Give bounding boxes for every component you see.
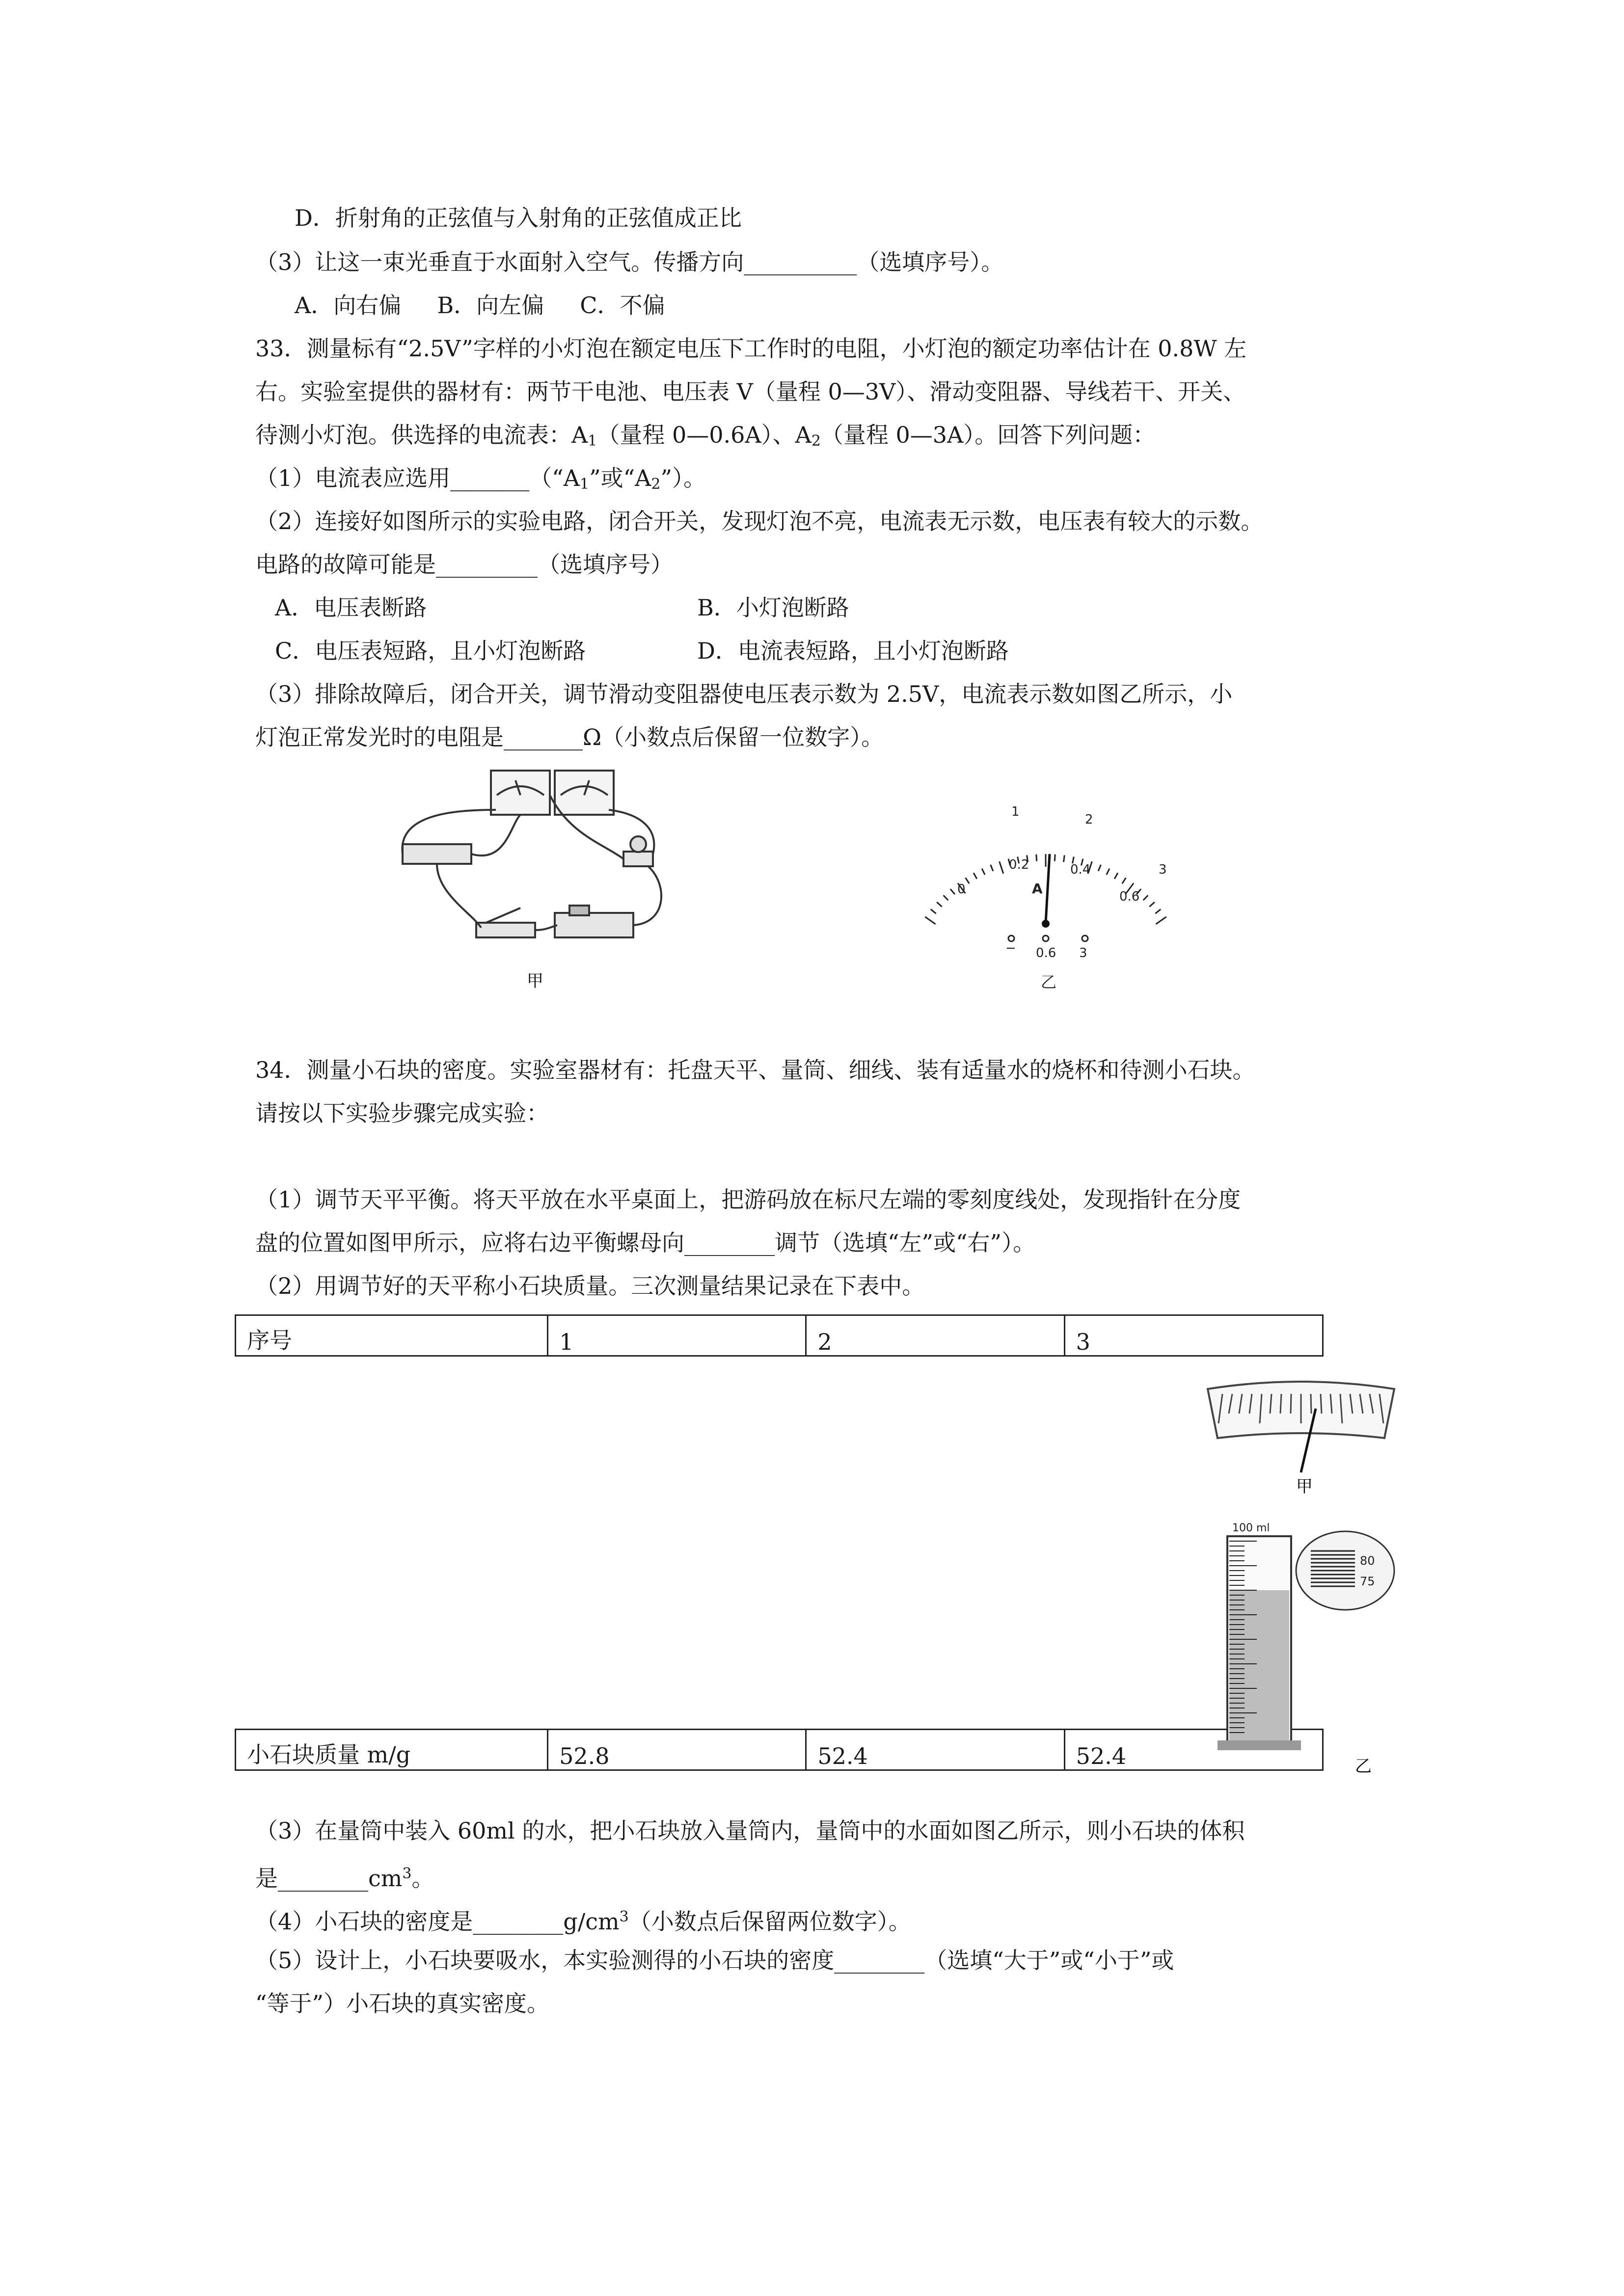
dial-tick — [1143, 895, 1148, 900]
table-cell: 52.8 — [548, 1730, 806, 1770]
balance-scale-figure — [1198, 1374, 1404, 1502]
q33-option-d: D．电流表短路，且小灯泡断路 — [697, 638, 1009, 664]
table-cell: 52.4 — [806, 1730, 1064, 1770]
dial-tick — [1155, 909, 1161, 914]
q34-part1-line1: （1）调节天平平衡。将天平放在水平桌面上，把游码放在标尺左端的零刻度线处，发现指针在分度 — [255, 1186, 1241, 1213]
balance-caption: 甲 — [1296, 1477, 1313, 1496]
table-cell: 序号 — [236, 1315, 548, 1356]
dial-tick — [1149, 902, 1154, 907]
balance-tick — [1280, 1394, 1281, 1414]
upper-tick-1: 1 — [1011, 804, 1020, 819]
table-header-row — [236, 1315, 1323, 1356]
dial-tick — [925, 917, 935, 924]
upper-tick-3: 3 — [1159, 862, 1167, 877]
q33-option-a: A．电压表断路 — [275, 594, 427, 621]
circuit-diagram — [393, 766, 697, 996]
lower-tick-0.6: 0.6 — [1119, 889, 1140, 904]
q34-part3-line1: （3）在量筒中装入 60ml 的水，把小石块放入量筒内，量筒中的水面如图乙所示，则小石块的体积 — [255, 1817, 1245, 1844]
dial-tick — [1064, 855, 1065, 862]
dial-tick — [1107, 869, 1110, 875]
terminal-0.6: 0.6 — [1036, 946, 1056, 961]
ammeter-caption: 乙 — [1041, 973, 1057, 991]
q34-part4: （4）小石块的密度是$\_\_\_\_\_\_\_\_g/cm^3$（小数点后保留两位数字）。 — [255, 1908, 911, 1935]
q33-option-c: C．电压表短路，且小灯泡断路 — [275, 638, 586, 664]
table-row — [236, 1730, 1323, 1770]
lower-tick-0.2: 0.2 — [1009, 857, 1029, 872]
dial-tick — [1036, 854, 1037, 861]
q34-part5-line1: （5）设计上，小石块要吸水，本实验测得的小石块的密度________（选填“大于”或“小于”或 — [255, 1947, 1174, 1974]
q32-part3-options: A．向右偏 B．向左偏 C．不偏 — [295, 292, 665, 319]
lower-tick-0: 0 — [957, 882, 966, 897]
q33-part3-line1: （3）排除故障后，闭合开关，调节滑动变阻器使电压表示数为 2.5V，电流表示数如图乙所示，小 — [255, 681, 1233, 707]
dial-tick — [1156, 917, 1166, 924]
dial-tick — [1122, 878, 1126, 883]
q33-part3-line2: 灯泡正常发光时的电阻是_______Ω（小数点后保留一位数字）。 — [255, 724, 884, 750]
cylinder-volume-label: 100 ml — [1232, 1522, 1270, 1534]
dial-tick — [950, 889, 955, 894]
dial-tick — [982, 869, 985, 875]
table-cell: 52.4 — [1064, 1730, 1323, 1770]
dial-tick — [937, 902, 942, 907]
dial-tick — [931, 909, 936, 914]
dial-tick — [966, 878, 970, 883]
ammeter-pivot — [1042, 920, 1050, 928]
q33-stem-line3: 待测小灯泡。供选择的电流表：$A_1$（量程 0—0.6A）、$A_2$（量程 0—3A）。回答下列问题： — [255, 422, 1156, 450]
q32-part3: （3）让这一束光垂直于水面射入空气。传播方向__________（选填序号）。 — [255, 249, 1004, 275]
q33-stem-line1: 33．测量标有“2.5V”字样的小灯泡在额定电压下工作时的电阻，小灯泡的额定功率估计在 0.8W 左 — [255, 335, 1247, 362]
dial-tick — [974, 873, 977, 879]
graduated-cylinder-figure — [1198, 1517, 1404, 1782]
zoom-mark-80: 80 — [1360, 1554, 1375, 1568]
balance-tick — [1321, 1394, 1322, 1414]
ammeter-dial — [923, 795, 1198, 1001]
ammeter-letter: A — [1032, 881, 1043, 897]
terminal-3: 3 — [1079, 946, 1087, 961]
q34-stem-line2: 请按以下实验步骤完成实验： — [255, 1100, 549, 1126]
q33-stem-line2: 右。实验室提供的器材有：两节干电池、电压表 V（量程 0—3V）、滑动变阻器、导线若干、开关、 — [255, 378, 1246, 405]
zoom-mark-75: 75 — [1360, 1575, 1375, 1588]
q33-part2-line1: （2）连接好如图所示的实验电路，闭合开关，发现灯泡不亮，电流表无示数，电压表有较大的示数。 — [255, 508, 1264, 534]
dial-tick — [1098, 865, 1101, 871]
q34-part5-line2: “等于”）小石块的真实密度。 — [255, 1990, 550, 2017]
q33-part2-line2: 电路的故障可能是_________（选填序号） — [255, 551, 673, 578]
q34-part3-line2: 是$\_\_\_\_\_\_\_\_cm^3$。 — [255, 1865, 434, 1892]
cylinder-caption: 乙 — [1355, 1757, 1372, 1776]
q34-part1-line2: 盘的位置如图甲所示，应将右边平衡螺母向________调节（选填“左”或“右”）。 — [255, 1229, 1036, 1256]
dial-tick — [991, 865, 993, 871]
dial-tick — [1114, 873, 1118, 879]
q34-part2: （2）用调节好的天平称小石块质量。三次测量结果记录在下表中。 — [255, 1273, 925, 1299]
terminal-minus: − — [1005, 941, 1016, 956]
q34-stem-line1: 34．测量小石块的密度。实验室器材有：托盘天平、量筒、细线、装有适量水的烧杯和待测小石块。 — [255, 1057, 1255, 1083]
circuit-caption: 甲 — [527, 971, 543, 991]
table-cell: 小石块质量 m/g — [236, 1730, 548, 1770]
mass-table — [235, 1314, 1324, 1771]
lower-tick-0.4: 0.4 — [1070, 862, 1091, 877]
dial-tick — [944, 895, 948, 900]
dial-tick — [1000, 861, 1003, 874]
table-cell: 1 — [548, 1315, 806, 1356]
table-cell: 3 — [1064, 1315, 1323, 1356]
upper-tick-2: 2 — [1085, 812, 1093, 827]
q33-option-b: B．小灯泡断路 — [697, 594, 849, 621]
table-cell: 2 — [806, 1315, 1064, 1356]
q33-part1: （1）电流表应选用$\_\_\_\_\_\_\_(“A_1$”或“$A_2$”）。 — [255, 465, 706, 493]
q32-option-d: D．折射角的正弦值与入射角的正弦值成正比 — [295, 205, 742, 231]
